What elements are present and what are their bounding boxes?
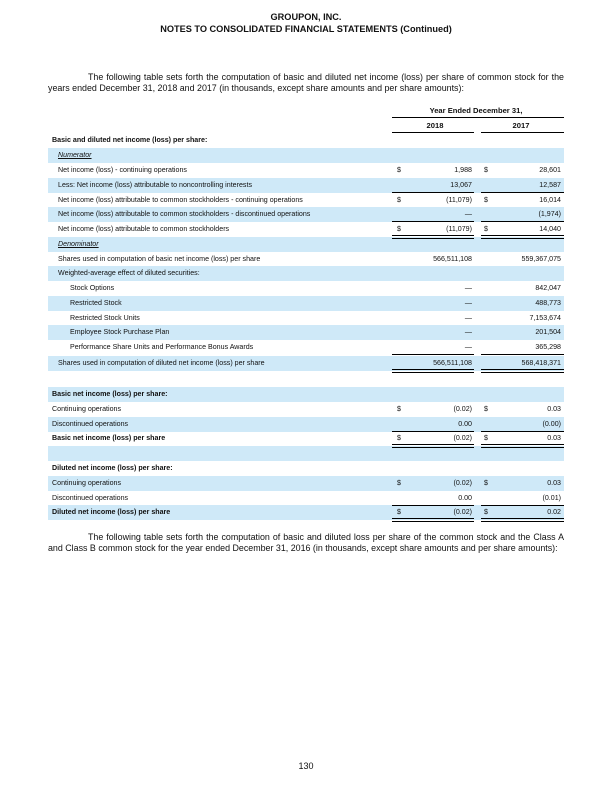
- row-label: Shares used in computation of basic net income (loss) per share: [58, 255, 261, 263]
- section-title: Basic and diluted net income (loss) per share:: [52, 136, 208, 144]
- row-label: Basic net income (loss) per share:: [52, 390, 168, 398]
- row-label: Restricted Stock Units: [70, 314, 140, 322]
- total-underline: [392, 431, 474, 432]
- table-row: [48, 252, 564, 267]
- value-2018: —: [464, 210, 472, 218]
- table-row: [48, 296, 564, 311]
- value-2017: 842,047: [535, 284, 561, 292]
- value-2018: (0.02): [453, 405, 472, 413]
- table-row: [48, 281, 564, 296]
- value-2018: —: [464, 314, 472, 322]
- company-name: GROUPON, INC.: [270, 12, 342, 22]
- value-2017: 14,040: [539, 225, 561, 233]
- row-label: Diluted net income (loss) per share:: [52, 464, 173, 472]
- dollar-sign-2018: $: [397, 196, 401, 204]
- value-2017: 559,367,075: [521, 255, 561, 263]
- row-label: Performance Share Units and Performance Bonus Awards: [70, 343, 254, 351]
- table-row: [48, 387, 564, 402]
- double-underline: [392, 518, 474, 522]
- table-row: [48, 417, 564, 432]
- dollar-sign-2018: $: [397, 479, 401, 487]
- row-label: Net income (loss) attributable to common stockholders: [58, 225, 230, 233]
- value-2018: 1,988: [454, 166, 472, 174]
- total-underline: [392, 505, 474, 506]
- total-underline: [481, 192, 564, 193]
- dollar-sign-2018: $: [397, 166, 401, 174]
- col-2018: 2018: [426, 121, 444, 130]
- row-label: Weighted-average effect of diluted securities:: [58, 269, 200, 277]
- col-2017: 2017: [512, 121, 530, 130]
- value-2018: (11,079): [446, 196, 472, 204]
- value-2017: 16,014: [539, 196, 561, 204]
- period-header: Year Ended December 31,: [429, 106, 523, 115]
- table-row: [48, 325, 564, 340]
- value-2018: 13,067: [450, 181, 472, 189]
- row-label: Less: Net income (loss) attributable to noncontrolling interests: [58, 181, 252, 189]
- total-underline: [481, 431, 564, 432]
- dollar-sign-2017: $: [484, 434, 488, 442]
- value-2018: —: [464, 343, 472, 351]
- period-underline: [392, 117, 564, 118]
- total-underline: [392, 192, 474, 193]
- table-row: [48, 148, 564, 163]
- value-2018: —: [464, 299, 472, 307]
- total-underline: [481, 221, 564, 222]
- dollar-sign-2017: $: [484, 405, 488, 413]
- dollar-sign-2017: $: [484, 479, 488, 487]
- dollar-sign-2017: $: [484, 508, 488, 516]
- table-row: [48, 446, 564, 461]
- total-underline: [481, 354, 564, 355]
- table-row: [48, 178, 564, 193]
- row-label: Net income (loss) - continuing operations: [58, 166, 187, 174]
- value-2017: 7,153,674: [529, 314, 561, 322]
- value-2017: (0.01): [542, 494, 561, 502]
- double-underline: [392, 235, 474, 239]
- row-label: Numerator: [58, 151, 92, 159]
- row-label: Restricted Stock: [70, 299, 122, 307]
- row-label: Net income (loss) attributable to common stockholders - continuing operations: [58, 196, 303, 204]
- value-2017: (1,974): [538, 210, 561, 218]
- table-row: [48, 491, 564, 506]
- dollar-sign-2017: $: [484, 166, 488, 174]
- table-row: [48, 237, 564, 252]
- value-2017: 201,504: [535, 328, 561, 336]
- value-2017: 0.02: [547, 508, 561, 516]
- value-2017: (0.00): [542, 420, 561, 428]
- value-2018: 0.00: [458, 420, 472, 428]
- page-number: 130: [298, 761, 314, 771]
- table-row: [48, 266, 564, 281]
- dollar-sign-2018: $: [397, 405, 401, 413]
- value-2017: 488,773: [535, 299, 561, 307]
- dollar-sign-2018: $: [397, 434, 401, 442]
- row-label: Discontinued operations: [52, 494, 129, 502]
- value-2018: —: [464, 284, 472, 292]
- table-row: [48, 372, 564, 387]
- row-label: Employee Stock Purchase Plan: [70, 328, 170, 336]
- value-2018: 566,511,108: [433, 255, 472, 263]
- double-underline: [392, 444, 474, 448]
- value-2017: 12,587: [539, 181, 561, 189]
- double-underline: [392, 369, 474, 373]
- intro-paragraph: The following table sets forth the computation of basic and diluted net income (loss) per share of common stock for the years ended December 31, 2018 and 2017 (in thousands, except share amounts and per share amounts):: [48, 72, 564, 93]
- row-label: Basic net income (loss) per share: [52, 434, 166, 442]
- row-label: Stock Options: [70, 284, 115, 292]
- row-label: Shares used in computation of diluted net income (loss) per share: [58, 359, 265, 367]
- table-row: [48, 402, 564, 417]
- double-underline: [481, 369, 564, 373]
- value-2018: —: [464, 328, 472, 336]
- value-2017: 365,298: [535, 343, 561, 351]
- value-2017: 0.03: [547, 434, 561, 442]
- page-subtitle: NOTES TO CONSOLIDATED FINANCIAL STATEMENTS (Continued): [160, 24, 452, 34]
- dollar-sign-2017: $: [484, 225, 488, 233]
- value-2017: 568,418,371: [521, 359, 561, 367]
- closing-paragraph: The following table sets forth the computation of basic and diluted loss per share of the common stock and the Class A and Class B common stock for the year ended December 31, 2016 (in thousands, except share amounts and per share amounts):: [48, 532, 564, 553]
- section-title-row: [48, 133, 564, 148]
- value-2018: (11,079): [446, 225, 472, 233]
- value-2017: 0.03: [547, 479, 561, 487]
- row-label: Diluted net income (loss) per share: [52, 508, 171, 516]
- table-row: [48, 163, 564, 178]
- table-row: [48, 461, 564, 476]
- value-2018: (0.02): [453, 434, 472, 442]
- value-2017: 0.03: [547, 405, 561, 413]
- value-2018: 566,511,108: [433, 359, 472, 367]
- row-label: Net income (loss) attributable to common stockholders - discontinued operations: [58, 210, 311, 218]
- row-label: Discontinued operations: [52, 420, 129, 428]
- dollar-sign-2017: $: [484, 196, 488, 204]
- table-row: [48, 476, 564, 491]
- row-label: Continuing operations: [52, 479, 122, 487]
- table-row: [48, 193, 564, 208]
- table-row: [48, 340, 564, 355]
- total-underline: [392, 221, 474, 222]
- row-label: Continuing operations: [52, 405, 122, 413]
- dollar-sign-2018: $: [397, 508, 401, 516]
- value-2018: (0.02): [453, 508, 472, 516]
- value-2017: 28,601: [539, 166, 561, 174]
- double-underline: [481, 444, 564, 448]
- total-underline: [481, 505, 564, 506]
- double-underline: [481, 518, 564, 522]
- double-underline: [481, 235, 564, 239]
- table-row: [48, 207, 564, 222]
- row-label: Denominator: [58, 240, 99, 248]
- total-underline: [392, 354, 474, 355]
- dollar-sign-2018: $: [397, 225, 401, 233]
- value-2018: (0.02): [453, 479, 472, 487]
- value-2018: 0.00: [458, 494, 472, 502]
- table-row: [48, 311, 564, 326]
